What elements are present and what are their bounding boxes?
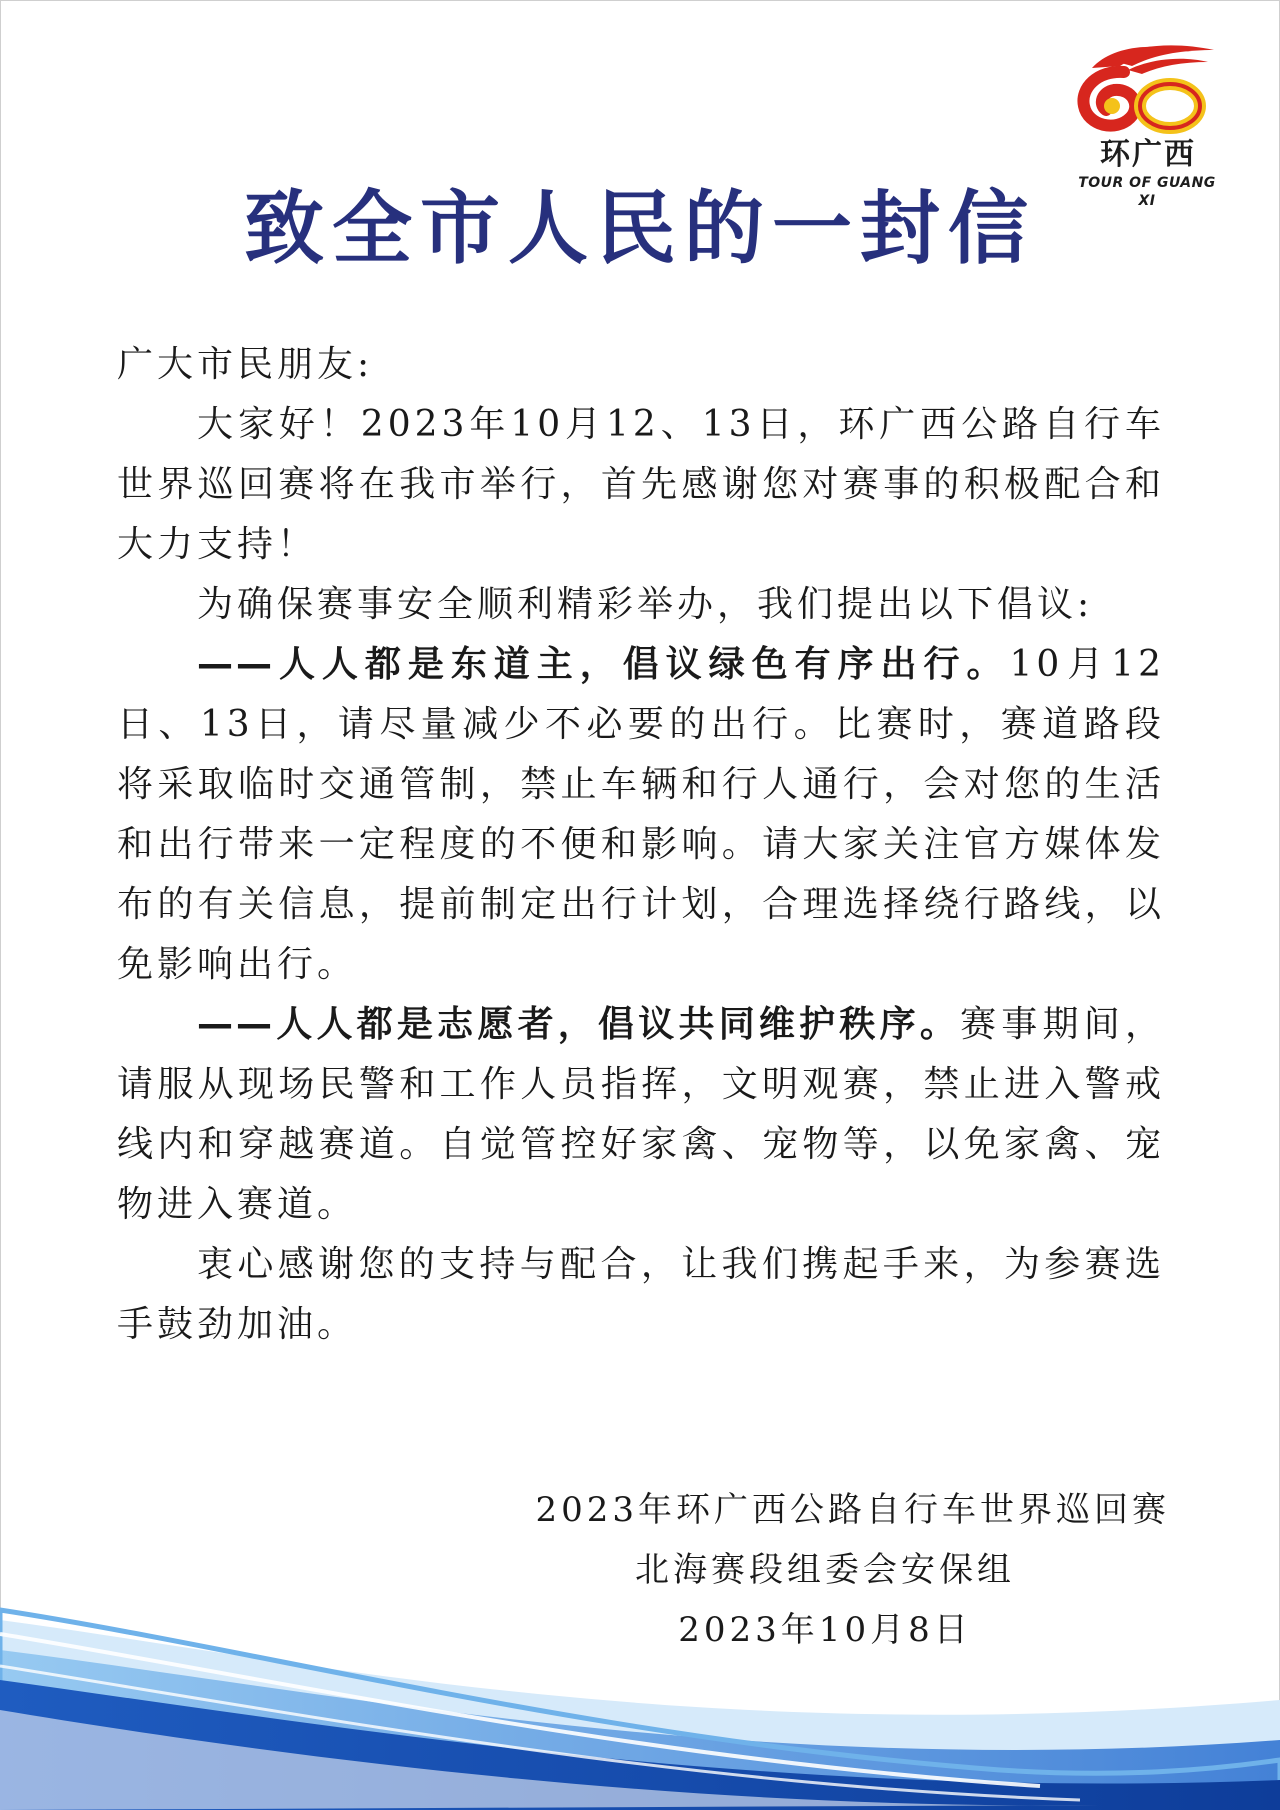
paragraph-intro: 大家好！2023年10月12、13日，环广西公路自行车世界巡回赛将在我市举行，首先感谢您对赛事的积极配合和大力支持！ [117, 404, 1165, 565]
page-title: 致全市人民的一封信 [244, 181, 1036, 275]
paragraph-closing: 衷心感谢您的支持与配合，让我们携起手来，为参赛选手鼓劲加油。 [117, 1244, 1165, 1345]
point-2-text: 赛事期间，请服从现场民警和工作人员指挥，文明观赛，禁止进入警戒线内和穿越赛道。自觉管控好家禽、宠物等，以免家禽、宠物进入赛道。 [117, 1004, 1165, 1225]
paragraph-point-2 [117, 995, 1165, 1235]
signature-date: 2023年10月8日 [678, 1610, 972, 1650]
letter-body [117, 335, 1165, 1355]
tour-of-guangxi-logo [1062, 40, 1232, 209]
logo-english-text: TOUR OF GUANG XI [1078, 175, 1216, 209]
logo-chinese-text: 环广西 [1100, 137, 1196, 172]
point-2-heading: ——人人都是志愿者，倡议共同维护秩序。 [197, 1004, 961, 1045]
decorative-waves [0, 1590, 1280, 1810]
point-1-heading: ——人人都是东道主，倡议绿色有序出行。 [197, 644, 1010, 685]
point-1-text: 10月12日、13日，请尽量减少不必要的出行。比赛时，赛道路段将采取临时交通管制，禁止车辆和行人通行，会对您的生活和出行带来一定程度的不便和影响。请大家关注官方媒体发布的有关信息，提前制定出行计划，合理选择绕行路线，以免影响出行。 [117, 644, 1165, 985]
signature-group: 北海赛段组委会安保组 [635, 1550, 1015, 1590]
greeting: 广大市民朋友: [117, 344, 374, 385]
logo-emblem-icon [1072, 40, 1222, 135]
paragraph-proposal: 为确保赛事安全顺利精彩举办，我们提出以下倡议: [197, 584, 1094, 625]
paragraph-point-1 [117, 635, 1165, 995]
signature-org: 2023年环广西公路自行车世界巡回赛 [535, 1490, 1170, 1530]
